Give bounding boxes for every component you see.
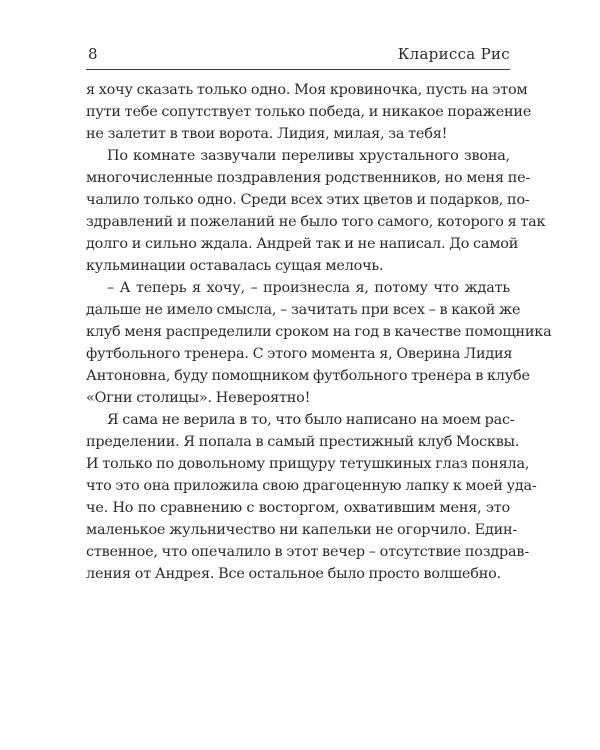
text-line: – А теперь я хочу, – произнесла я, потому что ждать (107, 280, 510, 296)
text-line: И только по довольному прищуру тетушкиных глаз поняла, (86, 456, 530, 472)
body-text (86, 79, 552, 585)
text-line: не залетит в твои ворота. Лидия, милая, за тебя! (86, 126, 448, 142)
text-line: клуб меня распределили сроком на год в качестве помощника (86, 324, 552, 340)
text-line: многочисленные поздравления родственников, но меня пе- (86, 170, 531, 186)
text-line: че. Но по сравнению с восторгом, охватившим меня, это (86, 500, 510, 516)
text-line: что это она приложила свою драгоценную лапку к моей уда- (86, 478, 537, 494)
header-rule (86, 69, 510, 70)
text-line: Я сама не верила в то, что было написано на моем рас- (107, 412, 515, 428)
text-line: пределении. Я попала в самый престижный клуб Москвы. (86, 434, 520, 450)
text-line: ления от Андрея. Все остальное было просто волшебно. (86, 566, 501, 582)
running-header (86, 44, 510, 64)
text-line: футбольного тренера. С этого момента я, Оверина Лидия (86, 346, 513, 362)
text-line: ственное, что опечалило в этот вечер – отсутствие поздрав- (86, 544, 529, 560)
text-line: я хочу сказать только одно. Моя кровиночка, пусть на этом (86, 82, 528, 98)
text-line: чалило только одно. Среди всех этих цветов и подарков, по- (86, 192, 530, 208)
text-line: здравлений и пожеланий не было того самого, которого я так (86, 214, 546, 230)
text-line: пути тебе сопутствует только победа, и никакое поражение (86, 104, 532, 120)
text-line: маленькое жульничество ни капельки не огорчило. Един- (86, 522, 518, 538)
page-number: 8 (88, 45, 98, 63)
text-line: кульминации оставалась сущая мелочь. (86, 258, 384, 274)
text-line: Антоновна, буду помощником футбольного тренера в клубе (86, 368, 530, 384)
text-line: дальше не имело смысла, – зачитать при всех – в какой же (86, 302, 521, 318)
text-line: По комнате зазвучали переливы хрустального звона, (107, 148, 510, 164)
running-header-author: Кларисса Рис (397, 45, 510, 63)
text-line: долго и сильно ждала. Андрей так и не написал. До самой (86, 236, 519, 252)
text-line: «Огни столицы». Невероятно! (86, 390, 311, 406)
